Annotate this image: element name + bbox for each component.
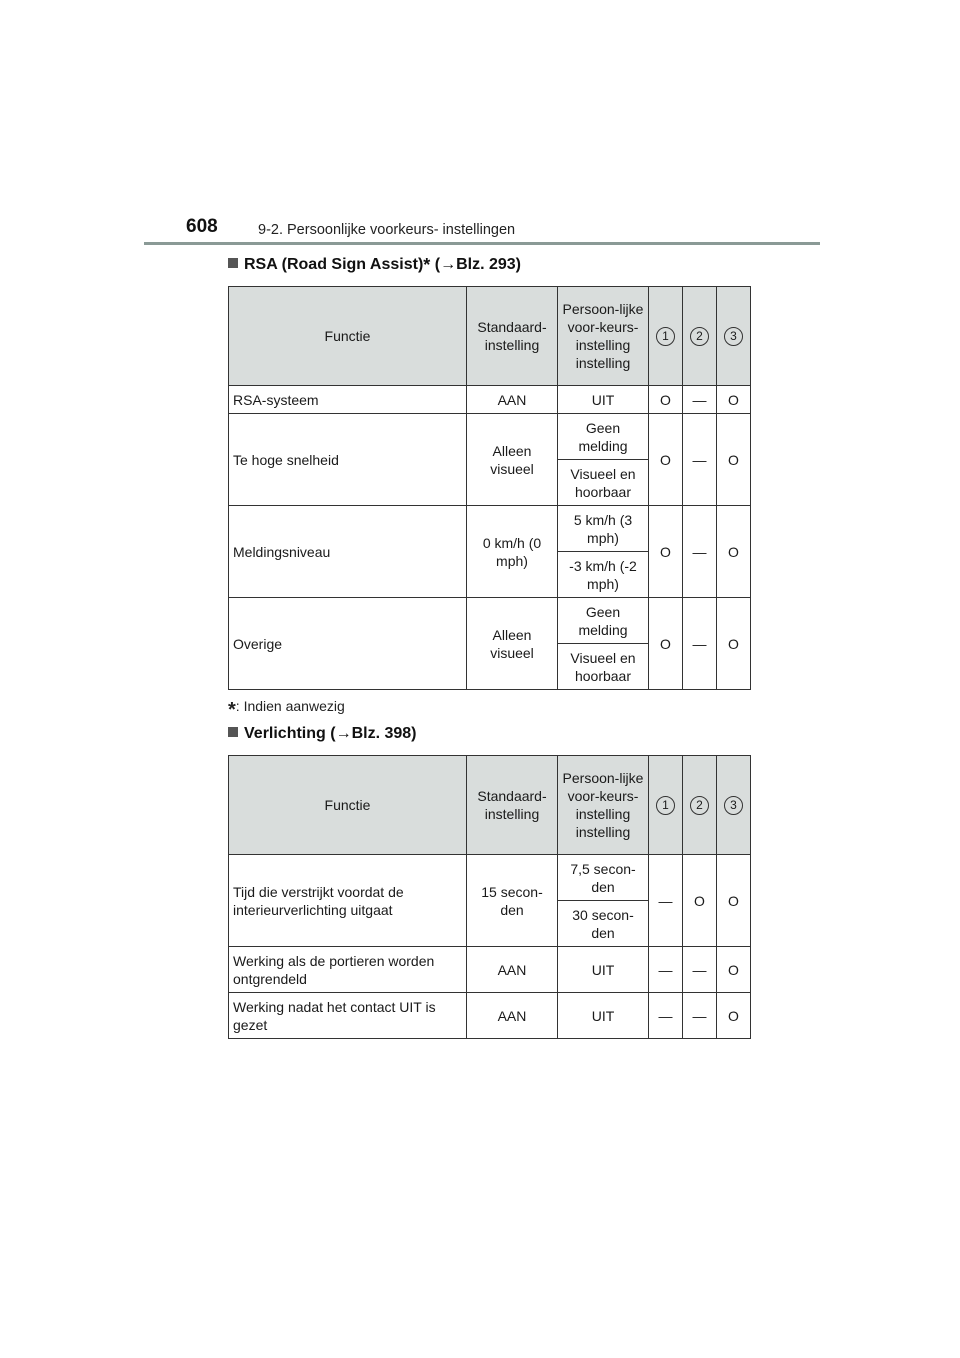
- cell-default: Alleen visueel: [467, 598, 558, 690]
- page-reference: Blz. 293): [456, 256, 521, 273]
- cell-c1: —: [649, 993, 683, 1039]
- cell-personal: 5 km/h (3 mph): [558, 506, 649, 552]
- cell-personal: 30 secon-den: [558, 901, 649, 947]
- column-header-personal: Persoon-lijke voor-keurs-instelling instelling: [558, 287, 649, 386]
- rsa-settings-table: [228, 286, 751, 690]
- column-header-2: [683, 287, 717, 386]
- ref-paren: (: [430, 256, 441, 273]
- cell-default: 15 secon-den: [467, 855, 558, 947]
- cell-c3: O: [717, 506, 751, 598]
- column-header-3: [717, 287, 751, 386]
- section-title: RSA (Road Sign Assist): [244, 256, 424, 273]
- footnote-star: *: [423, 255, 431, 275]
- circled-number-2-icon: 2: [690, 327, 709, 346]
- cell-c1: O: [649, 598, 683, 690]
- cell-function: Werking nadat het contact UIT is gezet: [229, 993, 467, 1039]
- cell-personal: 7,5 secon-den: [558, 855, 649, 901]
- cell-c3: O: [717, 598, 751, 690]
- table-header-row: [229, 287, 751, 386]
- footnote-star: *: [228, 699, 236, 721]
- cell-personal: UIT: [558, 993, 649, 1039]
- cell-personal: UIT: [558, 386, 649, 414]
- cell-function: Werking als de portieren worden ontgrendeld: [229, 947, 467, 993]
- ref-paren: (: [325, 725, 336, 742]
- cell-function: Overige: [229, 598, 467, 690]
- cell-function: RSA-systeem: [229, 386, 467, 414]
- cell-c3: O: [717, 386, 751, 414]
- table-row: [229, 855, 751, 901]
- cell-default: AAN: [467, 386, 558, 414]
- cell-c2: —: [683, 506, 717, 598]
- header-divider: [144, 242, 820, 245]
- cell-c3: O: [717, 993, 751, 1039]
- circled-number-3-icon: 3: [724, 327, 743, 346]
- column-header-function: Functie: [229, 287, 467, 386]
- cell-function: Te hoge snelheid: [229, 414, 467, 506]
- cell-c2: O: [683, 855, 717, 947]
- cell-c1: —: [649, 855, 683, 947]
- square-bullet-icon: [228, 258, 238, 268]
- column-header-default: Standaard-instelling: [467, 287, 558, 386]
- cell-personal: Geen melding: [558, 414, 649, 460]
- page-number: 608: [186, 216, 218, 237]
- table-row: [229, 598, 751, 644]
- cell-c2: —: [683, 598, 717, 690]
- section-heading-lighting: [228, 725, 417, 743]
- cell-c2: —: [683, 414, 717, 506]
- lighting-settings-table: [228, 755, 751, 1039]
- cell-c1: O: [649, 414, 683, 506]
- column-header-3: [717, 756, 751, 855]
- table-row: [229, 947, 751, 993]
- circled-number-2-icon: 2: [690, 796, 709, 815]
- column-header-1: [649, 756, 683, 855]
- column-header-2: [683, 756, 717, 855]
- circled-number-1-icon: 1: [656, 796, 675, 815]
- cell-c2: —: [683, 947, 717, 993]
- section-title: Verlichting: [244, 725, 326, 742]
- column-header-default: Standaard-instelling: [467, 756, 558, 855]
- cell-c3: O: [717, 414, 751, 506]
- cell-default: AAN: [467, 993, 558, 1039]
- square-bullet-icon: [228, 727, 238, 737]
- table-header-row: [229, 756, 751, 855]
- cell-personal: UIT: [558, 947, 649, 993]
- column-header-1: [649, 287, 683, 386]
- page-reference: Blz. 398): [351, 725, 417, 742]
- table-row: [229, 506, 751, 552]
- column-header-function: Functie: [229, 756, 467, 855]
- arrow-icon: →: [440, 256, 457, 273]
- cell-c3: O: [717, 947, 751, 993]
- chapter-title: 9-2. Persoonlijke voorkeurs- instellingen: [258, 222, 516, 238]
- cell-personal: Geen melding: [558, 598, 649, 644]
- cell-default: AAN: [467, 947, 558, 993]
- table-row: [229, 386, 751, 414]
- circled-number-1-icon: 1: [656, 327, 675, 346]
- column-header-personal: Persoon-lijke voor-keurs-instelling instelling: [558, 756, 649, 855]
- footnote-text: : Indien aanwezig: [235, 698, 345, 714]
- cell-personal: Visueel en hoorbaar: [558, 644, 649, 690]
- circled-number-3-icon: 3: [724, 796, 743, 815]
- cell-c1: O: [649, 506, 683, 598]
- cell-default: 0 km/h (0 mph): [467, 506, 558, 598]
- cell-function: Meldingsniveau: [229, 506, 467, 598]
- section-heading-rsa: [228, 256, 521, 274]
- cell-c1: O: [649, 386, 683, 414]
- cell-personal: Visueel en hoorbaar: [558, 460, 649, 506]
- cell-c2: —: [683, 993, 717, 1039]
- cell-c2: —: [683, 386, 717, 414]
- cell-c1: —: [649, 947, 683, 993]
- table-row: [229, 993, 751, 1039]
- cell-function: Tijd die verstrijkt voordat de interieurverlichting uitgaat: [229, 855, 467, 947]
- arrow-icon: →: [335, 725, 352, 742]
- footnote: [228, 698, 345, 722]
- cell-default: Alleen visueel: [467, 414, 558, 506]
- cell-c3: O: [717, 855, 751, 947]
- table-row: [229, 414, 751, 460]
- cell-personal: -3 km/h (-2 mph): [558, 552, 649, 598]
